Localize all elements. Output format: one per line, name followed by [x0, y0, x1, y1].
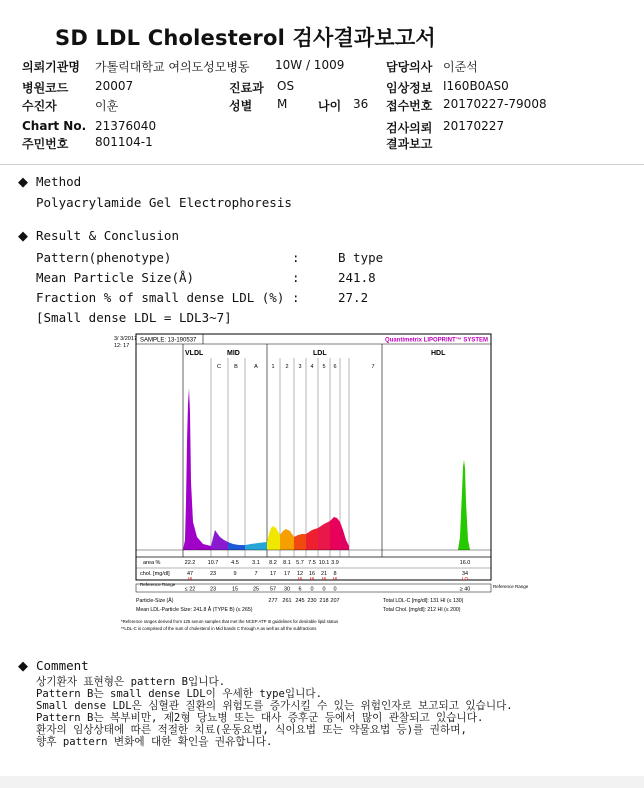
dept-label: 진료과	[229, 81, 264, 95]
institution-value: 가톨릭대학교 여의도성모병동	[95, 60, 250, 74]
ref-label: Reference Range	[140, 582, 176, 587]
area-value: 7.5	[308, 560, 316, 566]
comment-line: Pattern B는 복부비만, 제2형 당뇨병 또는 대사 증후군 등에서 많이 관찰되고 있습니다.	[36, 712, 484, 724]
age-label: 나이	[318, 99, 342, 113]
comment-line: 환자의 임상상태에 따른 적절한 치료(운동요법, 식이요법 또는 약물요법 등)를 권하며,	[36, 724, 467, 736]
chol-value: 17	[269, 571, 277, 577]
mean-size-text: Mean LDL-Particle Size: 241.8 Å (TYPE B) (≤ 265)	[136, 607, 253, 613]
comment-line: Small dense LDL은 심혈관 질환의 위험도를 증가시킬 수 있는 위험인자로 보고되고 있습니다.	[36, 700, 513, 712]
request-label: 검사의뢰	[386, 121, 433, 135]
comment-line: 상기환자 표현형은 pattern B입니다.	[36, 676, 226, 688]
header-divider	[0, 164, 644, 165]
band-label: 6	[333, 364, 337, 370]
chol-value: 7	[254, 571, 258, 577]
area-value: 4.5	[231, 560, 239, 566]
band-label: 4	[310, 364, 314, 370]
size-label: Mean Particle Size(Å)	[36, 270, 195, 285]
ref-value: 23	[209, 586, 217, 593]
ref-value: 0	[322, 586, 326, 593]
colon: :	[292, 290, 300, 305]
dept-value: OS	[277, 79, 295, 93]
ref-value: 0	[310, 586, 314, 593]
chart-no-value: 21376040	[95, 119, 157, 133]
chol-value: 9	[233, 571, 237, 577]
pattern-label: Pattern(phenotype)	[36, 250, 172, 265]
chol-flag: HI	[332, 576, 338, 581]
ref-value: 0	[333, 586, 337, 593]
ward-value: 10W / 1009	[275, 58, 345, 72]
sex-value: M	[277, 97, 288, 111]
ldl3-peak	[294, 534, 306, 550]
band-label: C	[217, 364, 221, 370]
pattern-value: B type	[338, 250, 384, 265]
band-label: A	[254, 364, 258, 370]
fraction-value: 27.2	[338, 290, 369, 305]
institution-label: 의뢰기관명	[22, 60, 80, 74]
lipoprint-time: 12: 17	[114, 343, 130, 349]
ref-value: 30	[283, 586, 291, 593]
receipt-label: 접수번호	[386, 99, 433, 113]
id-label: 주민번호	[22, 137, 69, 151]
comment-line: 향후 pattern 변화에 대한 확인을 권유합니다.	[36, 736, 273, 748]
area-value: 3.1	[252, 560, 260, 566]
ldl6-peak	[330, 517, 340, 550]
fraction-label: Fraction % of small dense LDL (%)	[36, 290, 285, 305]
footnote-2: **LDL-C is comprised of the sum of cholesterol in Mid bands C through A as well as all the subfractions	[121, 626, 317, 631]
area-label: area %	[143, 560, 161, 566]
area-value: 10.7	[207, 560, 219, 566]
report-title: SD LDL Cholesterol 검사결과보고서	[55, 26, 436, 50]
request-value: 20170227	[443, 119, 505, 133]
band-label: 1	[271, 364, 275, 370]
ref-value: ≤ 22	[184, 586, 196, 593]
result-report-label: 결과보고	[386, 137, 433, 151]
chol-value: 47	[186, 571, 194, 577]
band-label: 7	[371, 364, 375, 370]
chol-value: 16	[308, 571, 316, 577]
band-label: 2	[285, 364, 289, 370]
chol-value: 8	[333, 571, 337, 577]
receipt-value: 20170227-79008	[443, 97, 547, 111]
particle-size-value: 230	[307, 598, 317, 604]
chol-value: 23	[209, 571, 217, 577]
doctor-label: 담당의사	[386, 60, 433, 74]
lipoprint-date: 3/ 3/2017	[114, 336, 137, 342]
ref-value: 15	[231, 586, 239, 593]
colon: :	[292, 250, 300, 265]
mid-label: MID	[227, 350, 240, 357]
patient-value: 이훈	[95, 99, 119, 113]
chol-value: 21	[320, 571, 328, 577]
diamond-bullet-icon: ◆	[18, 659, 28, 674]
ref-value: 6	[298, 586, 302, 593]
lipoprint-brand: Quantimetrix LIPOPRINT™ SYSTEM	[384, 337, 488, 344]
comment-line: Pattern B는 small dense LDL이 우세한 type입니다.	[36, 688, 322, 700]
band-label: 3	[298, 364, 302, 370]
area-value: 5.7	[296, 560, 304, 566]
comment-heading: ◆ Comment	[18, 658, 89, 674]
area-value: 8.1	[283, 560, 291, 566]
chol-flag: HI	[297, 576, 303, 581]
band-label: 5	[322, 364, 326, 370]
total-chol-text: Total Chol. [mg/dl]: 212 HI (≤ 200)	[383, 607, 461, 613]
lipoprint-sample: SAMPLE: 13-190537	[140, 337, 197, 344]
hospital-code-label: 병원코드	[22, 81, 69, 95]
chol-flag: HI	[187, 576, 193, 581]
area-value: 22.2	[184, 560, 196, 566]
result-heading: ◆ Result & Conclusion	[18, 228, 179, 244]
particle-size-value: 261	[282, 598, 292, 604]
clinical-value: I160B0AS0	[443, 79, 509, 93]
sex-label: 성별	[229, 99, 253, 113]
id-value: 801104-1	[95, 135, 153, 149]
particle-size-value: 277	[268, 598, 278, 604]
chol-hdl: 34	[461, 571, 469, 577]
colon: :	[292, 270, 300, 285]
area-hdl: 16.0	[459, 560, 471, 566]
ref-hdl: ≥ 40	[459, 586, 471, 593]
diamond-bullet-icon: ◆	[18, 229, 28, 244]
particle-size-value: 245	[295, 598, 305, 604]
ref-label-right: Reference Range	[493, 584, 529, 589]
hospital-code-value: 20007	[95, 79, 134, 93]
age-value: 36	[353, 97, 369, 111]
particle-size-value: 218	[319, 598, 329, 604]
footnote-1: *Reference ranges derived from 125 serum samples that met the NCEP ATP III guidelines for desirable lipid status	[121, 619, 339, 624]
method-heading: ◆ Method	[18, 174, 82, 190]
chol-value: 17	[283, 571, 291, 577]
chart-no-label: Chart No.	[22, 119, 87, 133]
hdl-flag: LO	[461, 576, 469, 581]
particle-size-label: Particle-Size (Å)	[136, 598, 174, 604]
size-value: 241.8	[338, 270, 376, 285]
chol-flag: HI	[309, 576, 315, 581]
sd-ldl-note: [Small dense LDL = LDL3~7]	[36, 310, 232, 325]
area-value: 3.9	[331, 560, 339, 566]
particle-size-value: 207	[330, 598, 340, 604]
band-label: B	[234, 364, 238, 370]
lipoprint-figure	[113, 332, 529, 634]
chol-flag: HI	[321, 576, 327, 581]
doctor-value: 이준석	[443, 60, 478, 74]
ref-value: 57	[269, 586, 277, 593]
ref-value: 25	[252, 586, 260, 593]
area-value: 8.2	[269, 560, 277, 566]
patient-label: 수진자	[22, 99, 57, 113]
chol-value: 12	[296, 571, 304, 577]
area-value: 10.1	[318, 560, 330, 566]
clinical-label: 임상정보	[386, 81, 433, 95]
diamond-bullet-icon: ◆	[18, 175, 28, 190]
chol-label: chol. [mg/dl]	[140, 571, 170, 577]
hdl-label: HDL	[431, 350, 446, 357]
vldl-label: VLDL	[185, 350, 204, 357]
method-text: Polyacrylamide Gel Electrophoresis	[36, 195, 292, 210]
ldl-label: LDL	[313, 350, 327, 357]
total-ldl-text: Total LDL-C [mg/dl]: 131 HI (≤ 130)	[383, 598, 464, 604]
